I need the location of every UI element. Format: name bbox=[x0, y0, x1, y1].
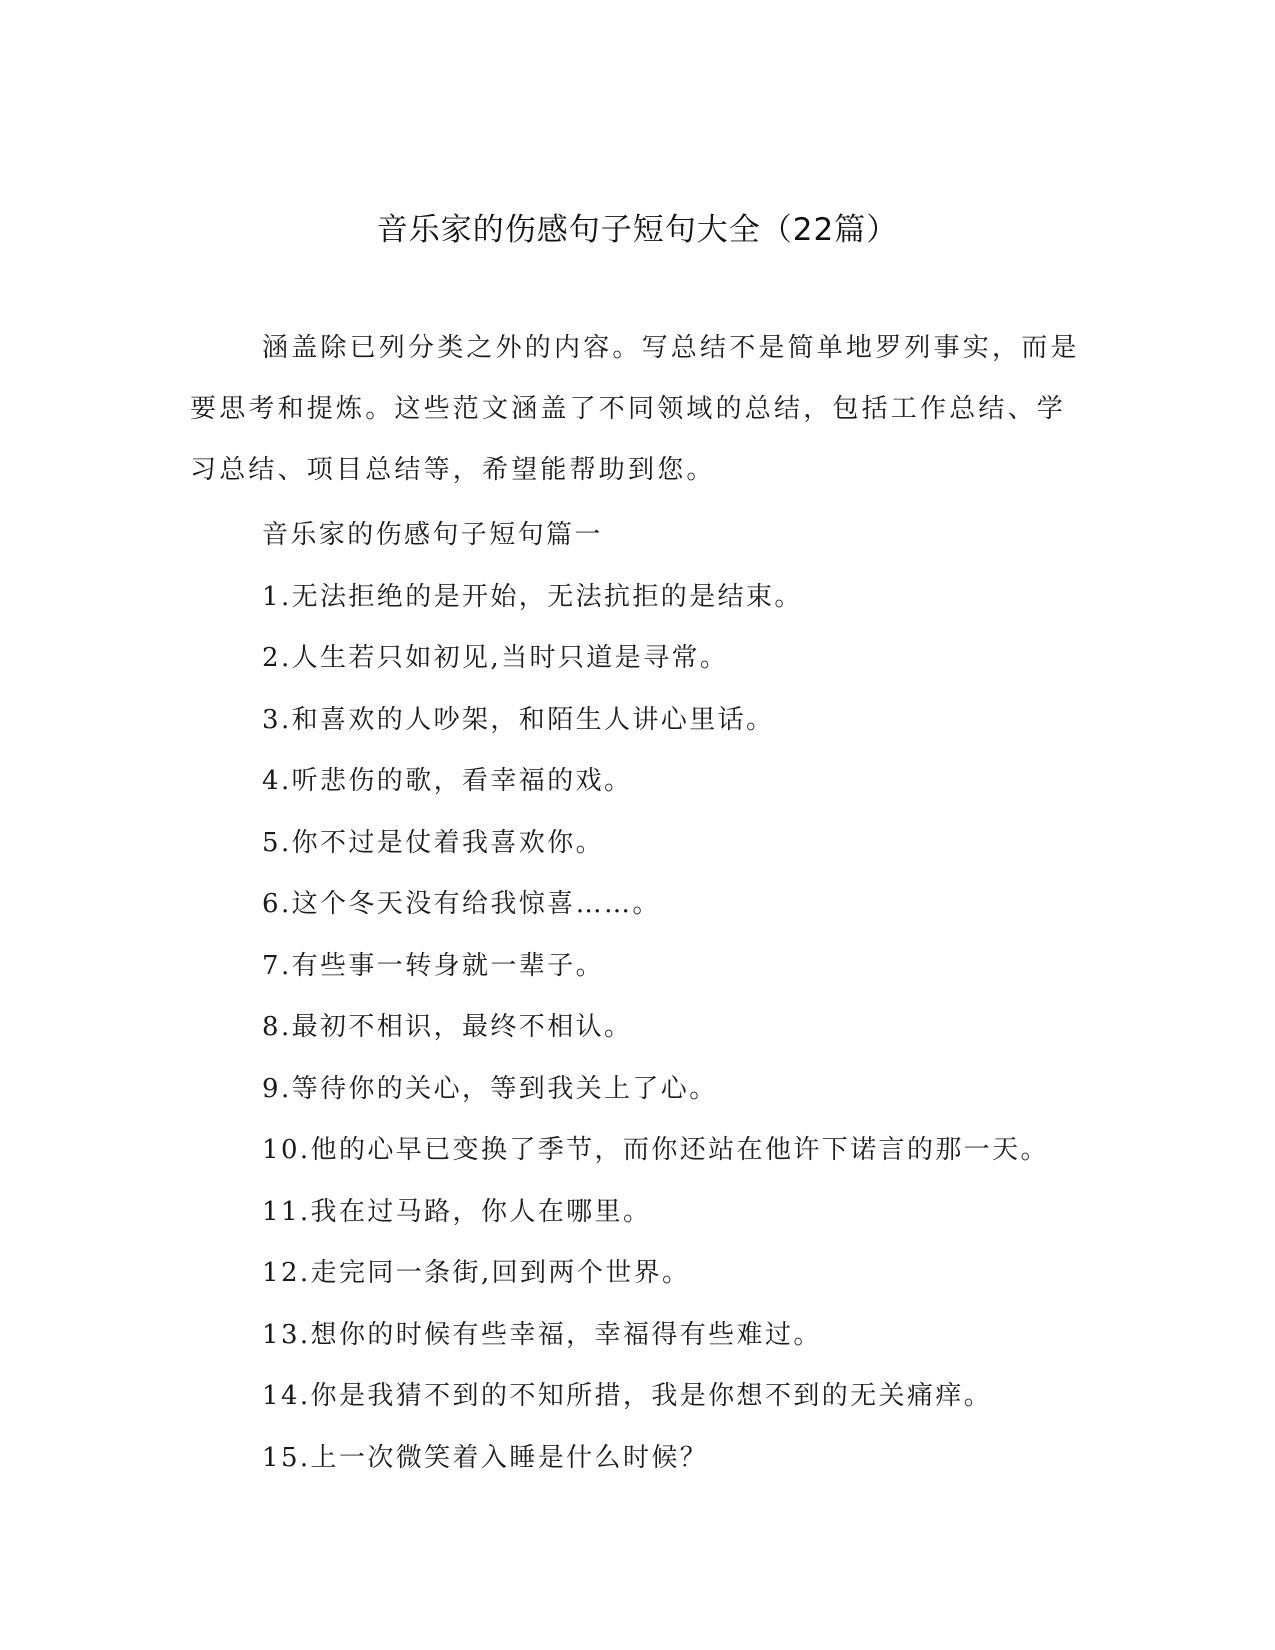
list-item: 10.他的心早已变换了季节，而你还站在他许下诺言的那一天。 bbox=[262, 1135, 1049, 1165]
list-item: 14.你是我猜不到的不知所措，我是你想不到的无关痛痒。 bbox=[262, 1381, 993, 1411]
list-item: 13.想你的时候有些幸福，幸福得有些难过。 bbox=[262, 1319, 822, 1350]
list-item: 15.上一次微笑着入睡是什么时候？ bbox=[262, 1442, 709, 1473]
list-item: 9.等待你的关心，等到我关上了心。 bbox=[262, 1073, 718, 1104]
list-item: 12.走完同一条街,回到两个世界。 bbox=[262, 1258, 691, 1288]
list-item: 7.有些事一转身就一辈子。 bbox=[262, 950, 605, 981]
list-item: 5.你不过是仗着我喜欢你。 bbox=[262, 827, 605, 858]
list-item: 1.无法拒绝的是开始，无法抗拒的是结束。 bbox=[262, 581, 803, 612]
intro-paragraph: 涵盖除已列分类之外的内容。写总结不是简单地罗列事实，而是要思考和提炼。这些范文涵盖了不同领域的总结，包括工作总结、学习总结、项目总结等，希望能帮助到您。 bbox=[190, 333, 1080, 485]
content-list bbox=[262, 513, 1162, 1497]
list-item: 4.听悲伤的歌，看幸福的戏。 bbox=[262, 766, 633, 796]
list-item: 8.最初不相识，最终不相认。 bbox=[262, 1012, 633, 1042]
list-item: 2.人生若只如初见,当时只道是寻常。 bbox=[262, 643, 729, 673]
section-heading: 音乐家的伤感句子短句篇一 bbox=[262, 520, 603, 550]
document-title: 音乐家的伤感句子短句大全（22篇） bbox=[376, 212, 899, 248]
list-item: 6.这个冬天没有给我惊喜……。 bbox=[262, 889, 661, 919]
list-item: 3.和喜欢的人吵架，和陌生人讲心里话。 bbox=[262, 704, 775, 735]
list-item: 11.我在过马路，你人在哪里。 bbox=[262, 1196, 652, 1227]
